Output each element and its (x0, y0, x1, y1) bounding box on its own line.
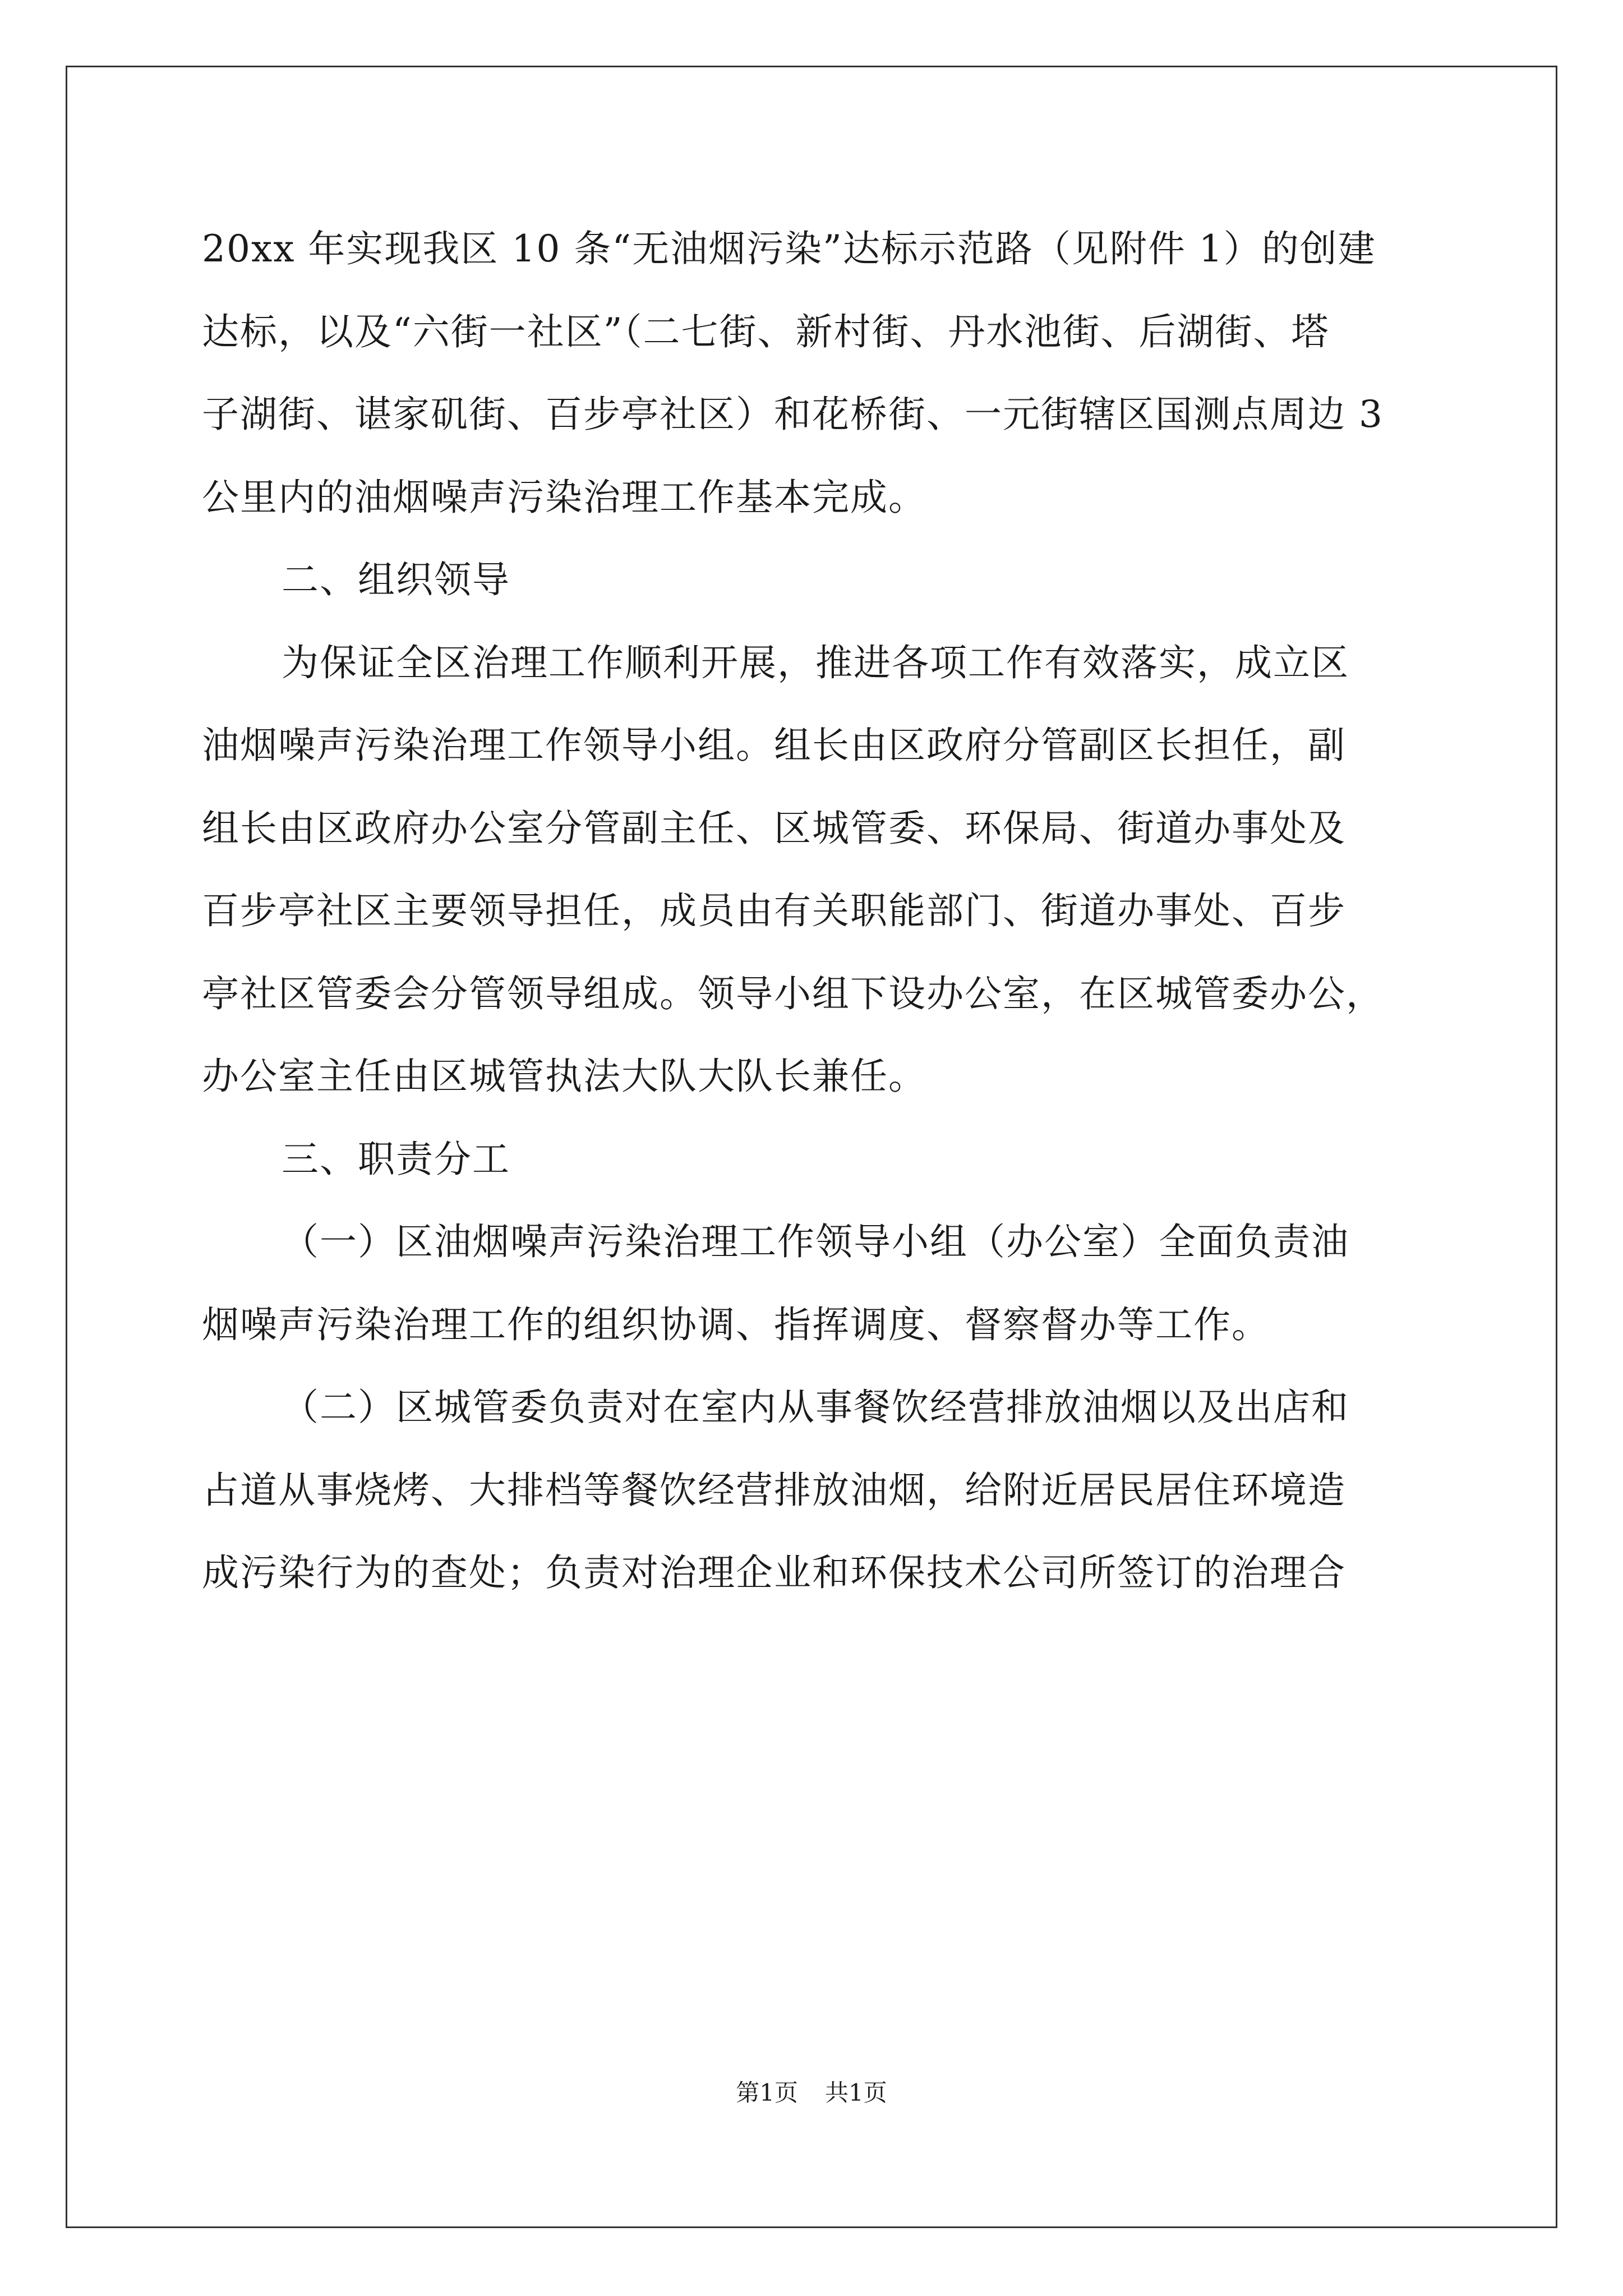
text-line: 烟噪声污染治理工作的组织协调、指挥调度、督察督办等工作。 (202, 1303, 1270, 1346)
page-footer (0, 2074, 1623, 2108)
section-heading: 三、职责分工 (282, 1137, 510, 1181)
page-total: 共1页 (825, 2079, 887, 2106)
text-line: 办公室主任由区城管执法大队大队长兼任。 (202, 1055, 926, 1098)
text-line: 百步亭社区主要领导担任，成员由有关职能部门、街道办事处、百步 (202, 889, 1346, 932)
text-line: （二）区城管委负责对在室内从事餐饮经营排放油烟以及出店和 (282, 1386, 1349, 1429)
text-line: 占道从事烧烤、大排档等餐饮经营排放油烟，给附近居民居住环境造 (202, 1468, 1346, 1512)
text-line: 公里内的油烟噪声污染治理工作基本完成。 (202, 475, 926, 519)
section-heading: 二、组织领导 (282, 558, 510, 601)
text-line: 20xx 年实现我区 10 条“无油烟污染”达标示范路（见附件 1）的创建 (202, 227, 1376, 270)
text-line: 为保证全区治理工作顺利开展，推进各项工作有效落实，成立区 (282, 641, 1349, 684)
text-line: 油烟噪声污染治理工作领导小组。组长由区政府分管副区长担任，副 (202, 724, 1346, 767)
text-line: 亭社区管委会分管领导组成。领导小组下设办公室，在区城管委办公， (202, 972, 1384, 1015)
page-number: 第1页 (736, 2079, 798, 2106)
document-body (202, 208, 1453, 1614)
text-line: 达标，以及“六街一社区”（二七街、新村街、丹水池街、后湖街、塔 (202, 310, 1330, 353)
text-line: 子湖街、谌家矶街、百步亭社区）和花桥街、一元街辖区国测点周边 3 (202, 393, 1384, 436)
text-line: 组长由区政府办公室分管副主任、区城管委、环保局、街道办事处及 (202, 806, 1346, 850)
text-line: 成污染行为的查处；负责对治理企业和环保技术公司所签订的治理合 (202, 1551, 1346, 1594)
text-line: （一）区油烟噪声污染治理工作领导小组（办公室）全面负责油 (282, 1220, 1349, 1263)
